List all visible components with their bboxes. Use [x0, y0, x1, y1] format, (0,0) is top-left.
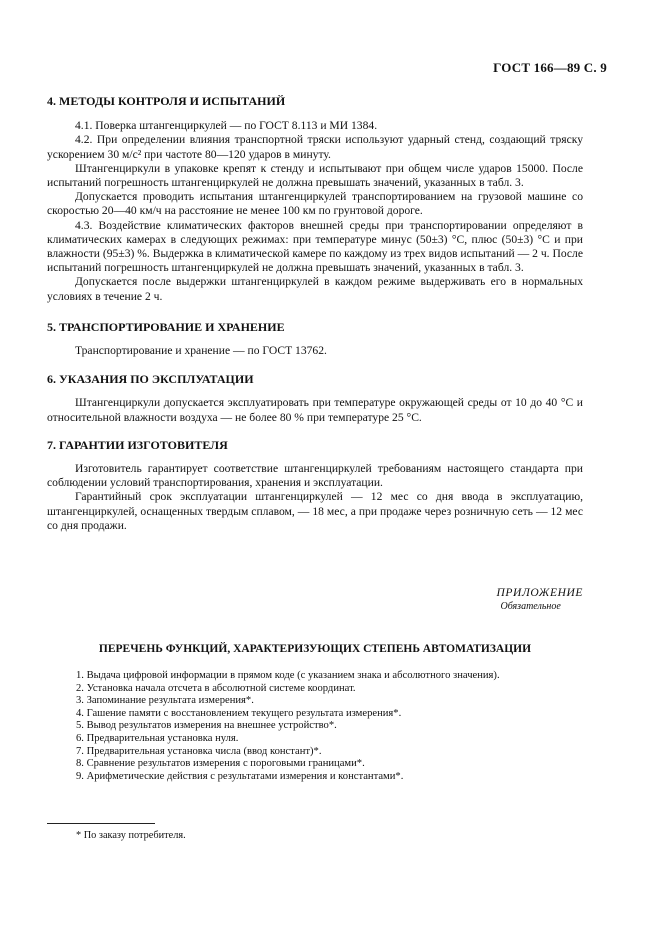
paragraph: 4.2. При определении влияния транспортной тряски используют ударный стенд, создающий тряску ускорением 30 м/с² при частоте 80—120 ударов в минуту. — [47, 133, 583, 161]
list-item: 3. Запоминание результата измерения*. — [76, 695, 254, 707]
section-6-heading: 6. УКАЗАНИЯ ПО ЭКСПЛУАТАЦИИ — [47, 372, 254, 387]
section-5-heading: 5. ТРАНСПОРТИРОВАНИЕ И ХРАНЕНИЕ — [47, 319, 285, 334]
appendix-title: ПЕРЕЧЕНЬ ФУНКЦИЙ, ХАРАКТЕРИЗУЮЩИХ СТЕПЕНЬ АВТОМАТИЗАЦИИ — [98, 643, 532, 655]
paragraph: Изготовитель гарантирует соответствие штангенциркулей требованиям настоящего стандарта при соблюдении условий транспортирования, хранения и эксплуатации. — [47, 462, 583, 490]
list-item: 6. Предварительная установка нуля. — [76, 732, 239, 744]
page-header: ГОСТ 166—89 С. 9 — [493, 60, 607, 75]
list-item: 7. Предварительная установка числа (ввод констант)*. — [76, 745, 322, 757]
paragraph: 4.3. Воздействие климатических факторов внешней среды при транспортировании определяют в климатических камерах в следующих режимах: при температуре минус (50±3) °С, плюс (50±3) °С и при влажности (95±3) %. Выдержка в климатической камере по каждому из трех видов испытаний — 2 ч. После испытаний погрешность штангенциркулей не должна превышать значений, указанных в табл. 3. — [47, 218, 583, 275]
main-text — [47, 94, 583, 533]
footnote-divider — [47, 823, 155, 824]
section-4-heading: 4. МЕТОДЫ КОНТРОЛЯ И ИСПЫТАНИЙ — [47, 94, 286, 108]
list-item: 2. Установка начала отсчета в абсолютной системе координат. — [76, 682, 356, 694]
appendix-label-block — [497, 587, 583, 612]
list-item: 4. Гашение памяти с восстановлением текущего результата измерения*. — [76, 707, 402, 719]
paragraph: 4.1. Поверка штангенциркулей — по ГОСТ 8.113 и МИ 1384. — [75, 119, 378, 133]
list-item: 8. Сравнение результатов измерения с пороговыми границами*. — [76, 758, 365, 770]
paragraph: Допускается проводить испытания штангенциркулей транспортированием на грузовой машине со скоростью 20—40 км/ч на расстояние не менее 100 км по грунтовой дороге. — [47, 190, 583, 218]
section-7-heading: 7. ГАРАНТИИ ИЗГОТОВИТЕЛЯ — [47, 437, 228, 452]
footnote: * По заказу потребителя. — [76, 830, 186, 841]
paragraph: Штангенциркули допускается эксплуатировать при температуре окружающей среды от 10 до 40 °С и относительной влажности воздуха — не более 80 % при температуре 25 °С. — [47, 396, 583, 424]
appendix-label: ПРИЛОЖЕНИЕ — [496, 587, 583, 599]
list-item: 5. Вывод результатов измерения на внешнее устройство*. — [76, 720, 337, 732]
appendix-status: Обязательное — [500, 601, 561, 612]
function-list — [76, 670, 576, 783]
list-item: 9. Арифметические действия с результатами измерения и константами*. — [76, 770, 404, 782]
list-item: 1. Выдача цифровой информации в прямом коде (с указанием знака и абсолютного значения). — [76, 670, 500, 681]
paragraph: Допускается после выдержки штангенциркулей в каждом режиме выдерживать его в нормальных условиях в течение 2 ч. — [47, 275, 583, 303]
paragraph: Штангенциркули в упаковке крепят к стенду и испытывают при общем числе ударов 15000. После испытаний погрешность штангенциркулей не должна превышать значений, указанных в табл. 3. — [47, 161, 583, 190]
paragraph: Транспортирование и хранение — по ГОСТ 13762. — [75, 344, 327, 358]
paragraph: Гарантийный срок эксплуатации штангенциркулей — 12 мес со дня ввода в эксплуатацию, штангенциркулей, оснащенных твердым сплавом, — 18 мес, а при продаже через розничную сеть — 12 мес со дня продажи. — [47, 490, 583, 532]
